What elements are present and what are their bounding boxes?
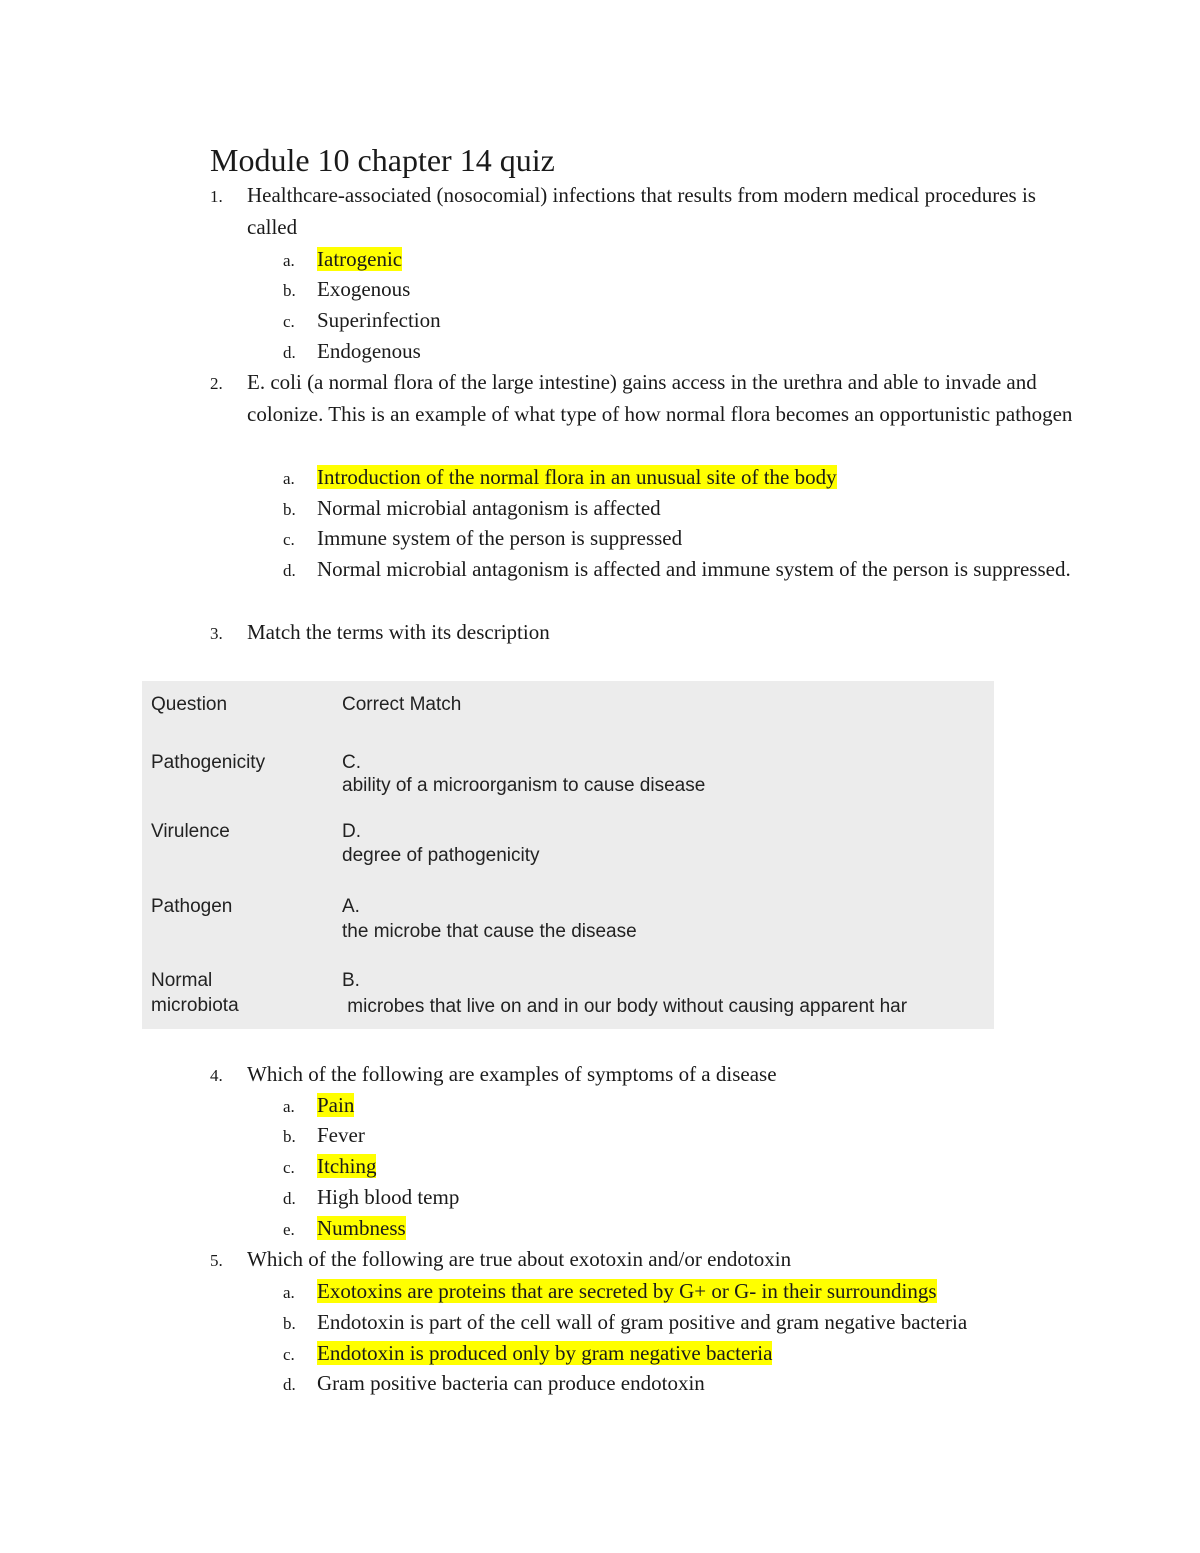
option-text: Normal microbial antagonism is affected and immune system of the person is suppressed. — [317, 557, 1071, 581]
option-text — [317, 1338, 1087, 1369]
question-text: Which of the following are examples of symptoms of a disease — [247, 1062, 777, 1086]
match-description: the microbe that cause the disease — [342, 921, 637, 942]
option-text: High blood temp — [317, 1185, 460, 1209]
match-description: ability of a microorganism to cause disease — [342, 775, 706, 796]
option-text: Immune system of the person is suppressed — [317, 526, 683, 550]
highlighted-answer: Numbness — [317, 1216, 406, 1240]
question-number: 3. — [210, 624, 223, 643]
match-term: Virulence — [151, 821, 230, 842]
option-text: Endotoxin is part of the cell wall of gram positive and gram negative bacteria — [317, 1310, 968, 1334]
option-letter: b. — [283, 1127, 296, 1146]
option-letter: b. — [283, 1314, 296, 1333]
match-term: Normal microbiota — [151, 970, 239, 1016]
question-number: 2. — [210, 374, 223, 393]
highlighted-answer: Itching — [317, 1154, 377, 1178]
page-title: Module 10 chapter 14 quiz — [210, 142, 555, 178]
option-letter: a. — [283, 1283, 295, 1302]
highlighted-answer: Introduction of the normal flora in an unusual site of the body — [317, 465, 837, 489]
option-text: Superinfection — [317, 308, 441, 332]
highlighted-answer: Endotoxin is produced only by gram negative bacteria — [317, 1341, 773, 1365]
option-letter: d. — [283, 561, 296, 580]
match-table — [142, 681, 994, 1029]
match-term: Pathogen — [151, 896, 233, 917]
option-text: Fever — [317, 1123, 365, 1147]
match-letter: C. — [342, 752, 361, 773]
option-text — [317, 244, 1087, 275]
option-letter: a. — [283, 1097, 295, 1116]
table-header-correct-match: Correct Match — [342, 694, 462, 715]
match-letter: D. — [342, 821, 361, 842]
highlighted-answer: Exotoxins are proteins that are secreted by G+ or G- in their surroundings — [317, 1279, 937, 1303]
option-text — [317, 1276, 1087, 1307]
question-text: Match the terms with its description — [247, 620, 550, 644]
highlighted-answer: Pain — [317, 1093, 355, 1117]
match-letter: A. — [342, 896, 360, 917]
option-text — [317, 1151, 1087, 1182]
option-text: Endogenous — [317, 339, 421, 363]
option-letter: c. — [283, 1345, 295, 1364]
highlighted-answer: Iatrogenic — [317, 247, 403, 271]
option-letter: b. — [283, 500, 296, 519]
option-letter: c. — [283, 530, 295, 549]
option-letter: c. — [283, 312, 295, 331]
match-description: microbes that live on and in our body without causing apparent har — [342, 996, 908, 1017]
match-letter: B. — [342, 970, 360, 991]
match-term: Pathogenicity — [151, 752, 266, 773]
option-text — [317, 1090, 1087, 1121]
question-text: Healthcare-associated (nosocomial) infections that results from modern medical procedures is called — [247, 183, 1036, 239]
question-number: 1. — [210, 187, 223, 206]
option-letter: c. — [283, 1158, 295, 1177]
option-letter: d. — [283, 1375, 296, 1394]
option-text — [317, 462, 1087, 493]
option-text: Exogenous — [317, 277, 411, 301]
option-letter: d. — [283, 343, 296, 362]
option-text: Normal microbial antagonism is affected — [317, 496, 661, 520]
option-text — [317, 1213, 1087, 1244]
question-text: E. coli (a normal flora of the large intestine) gains access in the urethra and able to invade and colonize. This is an example of what type of how normal flora becomes an opportunistic pathogen — [247, 370, 1073, 426]
option-letter: e. — [283, 1220, 295, 1239]
match-description: degree of pathogenicity — [342, 845, 540, 866]
question-number: 4. — [210, 1066, 223, 1085]
option-letter: b. — [283, 281, 296, 300]
question-number: 5. — [210, 1251, 223, 1270]
table-header-question: Question — [151, 694, 228, 715]
option-letter: a. — [283, 469, 295, 488]
option-text: Gram positive bacteria can produce endotoxin — [317, 1371, 705, 1395]
option-letter: a. — [283, 251, 295, 270]
question-text: Which of the following are true about exotoxin and/or endotoxin — [247, 1247, 792, 1271]
option-letter: d. — [283, 1189, 296, 1208]
